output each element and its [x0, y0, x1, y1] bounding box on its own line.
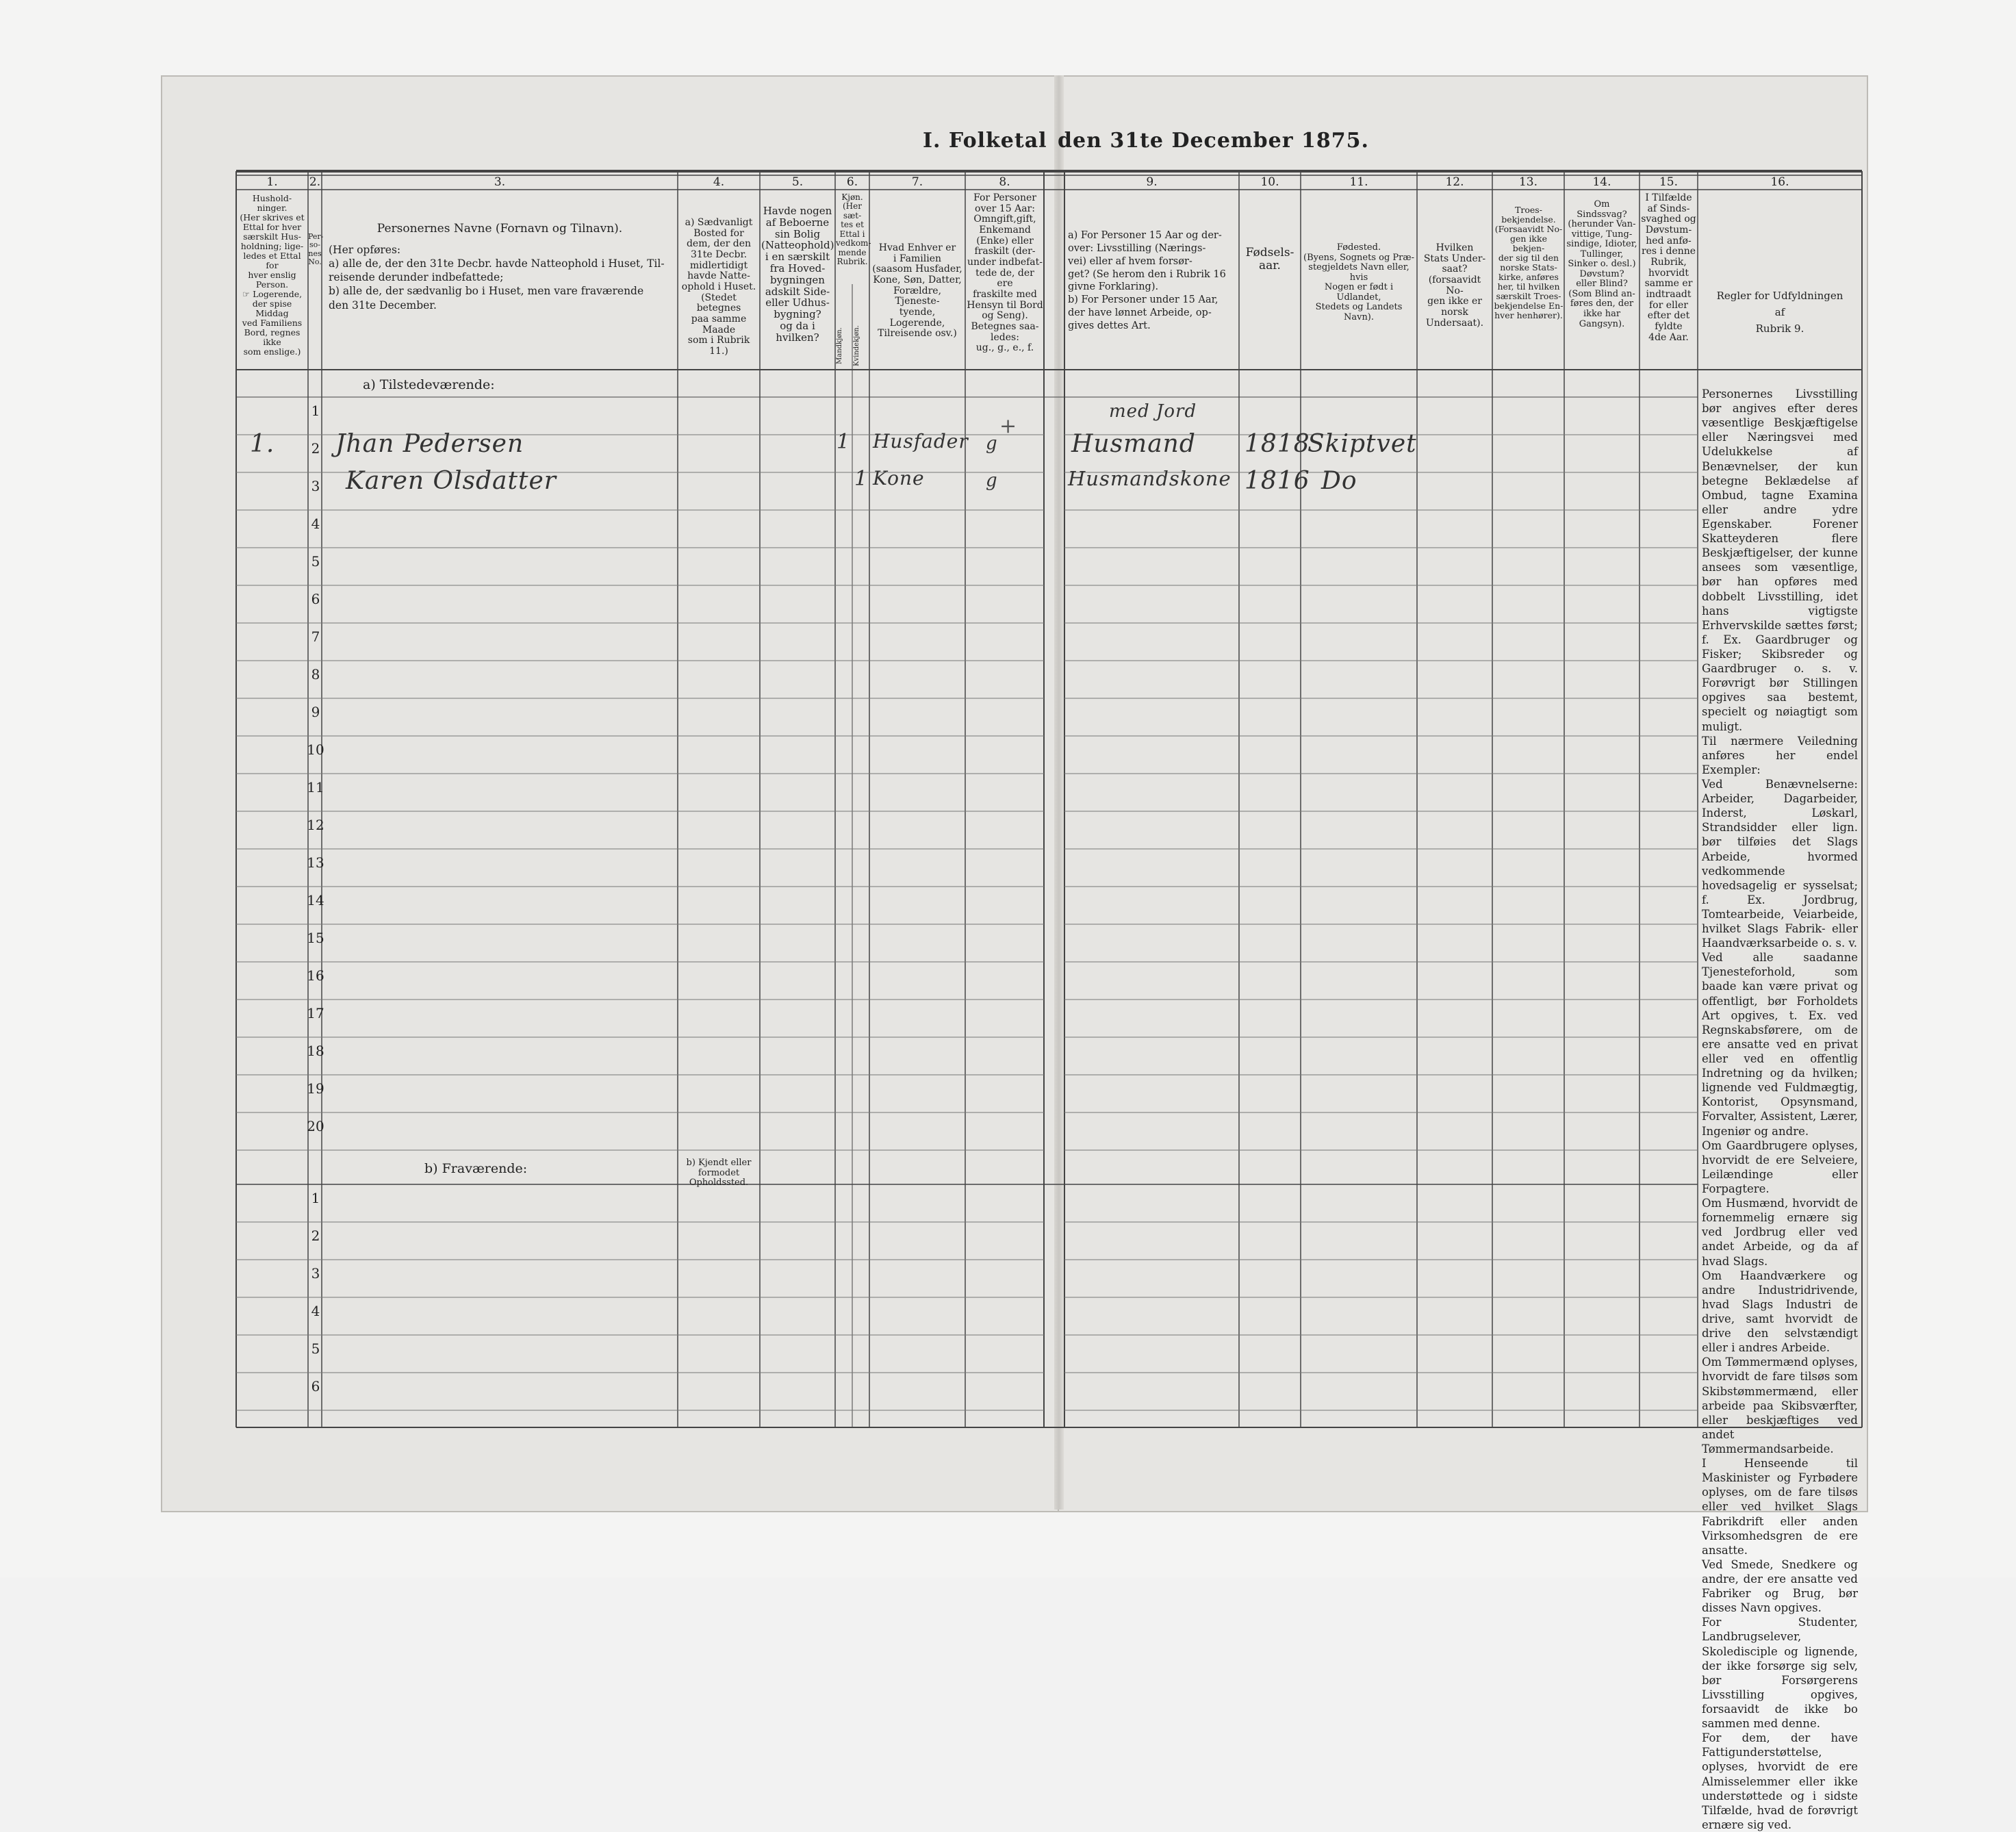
row-number: 5 [311, 553, 320, 570]
header-households: Hushold- ninger. (Her skrives et Ettal for hver særskilt Hus- holdning; lige- ledes et Ettal for hver enslig Person. ☞ Logerende, der spise Middag ved Familiens Bord, regnes ikke som enslige.) [240, 193, 305, 357]
section-absent: b) Fraværende: [424, 1161, 528, 1176]
row-number: 15 [307, 930, 324, 946]
entry-1-name: Jhan Pedersen [335, 430, 524, 458]
col-number-11: 11. [1349, 175, 1368, 189]
row-number: 11 [307, 779, 324, 796]
header-usual-residence: a) Sædvanligt Bosted for dem, der den 31te Decbr. midlertidigt havde Natte- ophold i Huset. (Stedet betegnes paa samme Maade som i Rubrik 11.) [681, 217, 756, 357]
col-number-14: 14. [1592, 175, 1611, 189]
pencil-mark: + [999, 414, 1017, 438]
header-person-no: Per- so- nes No. [308, 232, 324, 266]
header-family-role: Hvad Enhver er i Familien (saasom Husfader, Kone, Søn, Datter, Forældre, Tjeneste- tyende, Logerende, Tilreisende osv.) [872, 242, 962, 340]
row-number: 5 [311, 1340, 320, 1357]
section-absent-location: b) Kjendt eller formodet Opholdssted. [686, 1158, 752, 1188]
header-sex: Kjøn. (Her sæt- tes et Ettal i vedkom- mende Rubrik. [836, 192, 871, 267]
entry-1-sex-male: 1 [837, 430, 851, 454]
col-number-1: 1. [266, 175, 278, 189]
col-number-7: 7. [911, 175, 923, 189]
row-number: 1 [311, 1190, 320, 1206]
row-number: 4 [311, 516, 320, 532]
col-number-10: 10. [1260, 175, 1279, 189]
header-occupation: a) For Personer 15 Aar og der- over: Livsstilling (Nærings- vei) eller af hvem forsør- get? (Se herom den i Rubrik 16 givne Forklaring). b) For Personer under 15 Aar, der have lønnet Arbeide, op- gives dettes Art. [1068, 230, 1226, 331]
entry-1-household: 1. [250, 430, 275, 458]
col-number-8: 8. [999, 175, 1010, 189]
header-sex-male: Mandkjøn. [836, 327, 843, 364]
rules-text: Personernes Livsstilling bør angives efter deres væsentlige Beskjæftigelse eller Næringsvei med Udelukkelse af Benævnelser, der kun betegne Beklædelse af Ombud, tagne Examina eller andre ydre Egenskaber. Forener Skatteyderen flere Beskjæftigelser, der kunne ansees som væsentlige, bør han opføres med dobbelt Livsstilling, idet hans vigtigste Erhvervskilde sættes først; f. Ex. Gaardbruger og Fisker; Skibsreder og Gaardbruger o. s. v. Forøvrigt bør Stillingen opgives saa bestemt, specielt og nøiagtigt som muligt. Til nærmere Veiledning anføres her endel Exempler: Ved Benævnelserne: Arbeider, Dagarbeider, Inderst, Løskarl, Strandsidder eller lign. bør tilføies det Slags Arbeide, hvormed vedkommende hovedsagelig er sysselsat; f. Ex. Jordbrug, Tomtearbeide, Veiarbeide, hvilket Slags Fabrik- eller Haandværksarbeide o. s. v. Ved alle saadanne Tjenesteforhold, som baade kan være privat og offentligt, bør Forholdets Art opgives, t. Ex. ved Regnskabsførere, om de ere ansatte ved en privat eller ved en offentlig Indretning og da hvilken; lignende ved Fuldmægtig, Kontorist, Opsynsmand, Forvalter, Assistent, Lærer, Ingeniør og andre. Om Gaardbrugere oplyses, hvorvidt de ere Selveiere, Leilændinge eller Forpagtere. Om Husmænd, hvorvidt de fornemmelig ernære sig ved Jordbrug eller ved andet Arbeide, og da af hvad Slags. Om Haandværkere og andre Industridrivende, hvad Slags Industri de drive, samt hvorvidt de drive den selvstændigt eller i andres Arbeide. Om Tømmermænd oplyses, hvorvidt de fare tilsøs som Skibstømmermænd, eller arbeide paa Skibsværfter, eller beskjæftiges ved andet Tømmermandsarbeide. I Henseende til Maskinister og Fyrbødere oplyses, om de fare tilsøs eller ved hvilket Slags Fabrikdrift eller anden Virksomhedsgren de ere ansatte. Ved Smede, Snedkere og andre, der ere ansatte ved Fabriker og Brug, bør disses Navn opgives. For Studenter, Landbrugselever, Skoledisciple og lignende, der ikke forsørge sig selv, bør Forsørgerens Livsstilling opgives, forsaavidt de ikke bo sammen med denne. For dem, der have Fattigunderstøttelse, oplyses, hvorvidt de ere Almisselemmer eller ikke understøttede og i sidste Tilfælde, hvad de forøvrigt ernære sig ved. [1702, 387, 1858, 1831]
col-number-6: 6. [846, 175, 858, 189]
entry-1-occupation: Husmand [1071, 430, 1196, 458]
entry-1-family-role: Husfader [873, 430, 969, 453]
header-birth-year: Fødsels- aar. [1245, 246, 1294, 273]
col-number-3: 3. [494, 175, 506, 189]
col-number-5: 5. [791, 175, 804, 189]
row-number: 16 [307, 967, 324, 984]
row-number: 20 [307, 1118, 324, 1134]
row-number: 19 [307, 1080, 324, 1097]
row-number: 4 [311, 1303, 320, 1319]
header-disability-age: I Tilfælde af Sinds- svaghed og Døvstum- hed anfø- res i denne Rubrik, hvorvidt samme er indtraadt for eller efter det fyldte 4de Aar. [1641, 192, 1696, 343]
col-number-16: 16. [1770, 175, 1789, 189]
header-names-body: (Her opføres: a) alle de, der den 31te Decbr. havde Natteophold i Huset, Til- reisende derunder indbefattede; b) alle de, der sædvanlig bo i Huset, men vare fraværende den 31te December. [329, 244, 665, 311]
header-rules: Regler for Udfyldningen af Rubrik 9. [1716, 290, 1843, 335]
entry-1-birth-year: 1818 [1245, 430, 1310, 458]
row-number: 8 [311, 666, 320, 683]
row-number: 1 [311, 403, 320, 419]
row-number: 10 [307, 741, 324, 758]
title-left: I. Folketal [923, 129, 1047, 153]
col-number-2: 2. [309, 175, 321, 189]
row-number: 13 [307, 854, 324, 871]
row-number: 14 [307, 892, 324, 908]
col-number-15: 15. [1659, 175, 1679, 189]
row-number: 3 [311, 1265, 320, 1282]
header-sex-female: Kvindekjøn. [853, 325, 860, 366]
col-number-13: 13. [1518, 175, 1538, 189]
entry-2-birth-year: 1816 [1245, 467, 1310, 495]
entry-2-birthplace: Do [1321, 467, 1357, 495]
row-number: 6 [311, 1378, 320, 1395]
header-disability: Om Sindssvag? (herunder Van- vittige, Tung- sindige, Idioter, Tullinger, Sinker o. desl.) Døvstum? eller Blind? (Som Blind an- føres den, der ikke har Gangsyn). [1566, 199, 1637, 329]
row-number: 18 [307, 1043, 324, 1059]
col-number-12: 12. [1445, 175, 1464, 189]
header-marital-status: For Personer over 15 Aar: Omngift,gift, Enkemand (Enke) eller fraskilt (der- under indbefat- tede de, der ere fraskilte med Hensyn til Bord og Seng). Betegnes saa- ledes: ug., g., e., f. [967, 192, 1043, 354]
col-number-9: 9. [1146, 175, 1158, 189]
entry-2-sex-female: 1 [854, 467, 869, 491]
title-right: den 31te December 1875. [1058, 129, 1369, 153]
entry-1-marital-status: g [986, 433, 998, 454]
entry-2-occupation: Husmandskone [1068, 467, 1232, 490]
header-religion: Troes- bekjendelse. (Forsaavidt No- gen ikke bekjen- der sig til den norske Stats- kirke, anføres her, til hvilken særskilt Troes- bekjendelse En- hver henhører). [1494, 205, 1564, 320]
entry-1-occupation-prefix: med Jord [1109, 401, 1197, 422]
header-outbuilding: Havde nogen af Beboerne sin Bolig (Natteophold) i en særskilt fra Hoved- bygningen adskilt Side- eller Udhus- bygning? og da i hvilken? [761, 205, 834, 344]
header-birthplace: Fødested. (Byens, Sognets og Præ- stegjeldets Navn eller, hvis Nogen er født i Udlandet, Stedets og Landets Navn). [1303, 242, 1414, 322]
row-number: 7 [311, 628, 320, 645]
row-number: 12 [307, 817, 324, 833]
header-names-title: Personernes Navne (Fornavn og Tilnavn). [377, 222, 623, 236]
row-number: 17 [307, 1005, 324, 1021]
header-citizenship: Hvilken Stats Under- saat? (forsaavidt No- gen ikke er norsk Undersaat). [1423, 242, 1486, 329]
row-number: 6 [311, 591, 320, 607]
row-number: 9 [311, 704, 320, 720]
row-number: 2 [311, 440, 320, 457]
entry-2-name: Karen Olsdatter [346, 467, 557, 495]
entry-2-family-role: Kone [873, 467, 925, 489]
entry-2-marital-status: g [986, 470, 998, 491]
entry-1-birthplace: Skiptvet [1307, 430, 1417, 458]
row-number: 3 [311, 478, 320, 494]
row-number: 2 [311, 1227, 320, 1244]
col-number-4: 4. [713, 175, 725, 189]
section-present: a) Tilstedeværende: [363, 377, 495, 392]
